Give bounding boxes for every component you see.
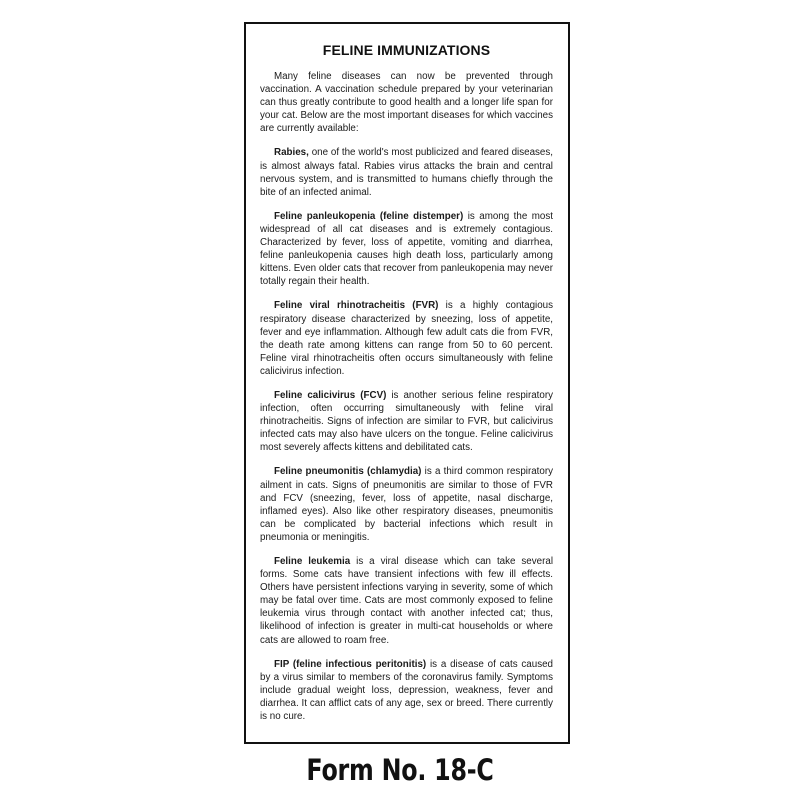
form-number-label: Form No. 18-C <box>306 753 494 787</box>
disease-term: Feline panleukopenia (feline distemper) <box>274 210 464 222</box>
disease-description: is a disease of cats caused by a virus similar to members of the coronavirus family. Symptoms include gradual weight loss, depression, weakness, fever and diarrhea. It can afflict cats of any age, sex or breed. There currently is no cure. <box>260 658 553 723</box>
disease-panleukopenia <box>260 210 553 289</box>
disease-term: Rabies, <box>274 147 309 159</box>
disease-term: Feline leukemia <box>274 556 351 567</box>
immunization-card <box>244 22 570 744</box>
disease-fcv <box>260 389 553 454</box>
disease-term: Feline viral rhinotracheitis (FVR) <box>274 300 439 312</box>
disease-fvr <box>260 299 553 378</box>
disease-description: is a viral disease which can take several forms. Some cats have transient infections with few ill effects. Others have persistent infections varying in severity, some of which may be fatal over time. Cats are most commonly exposed to feline leukemia virus through contact with another infected cat; thus, likelihood of infection is greater in multi-cat households or where cats are allowed to roam free. <box>260 556 553 646</box>
disease-leukemia <box>260 555 553 647</box>
disease-description: is among the most widespread of all cat diseases and is extremely contagious. Characterized by fever, loss of appetite, vomiting and diarrhea, feline panleukopenia causes high death loss, particularly among kittens. Even older cats that recover from panleukopenia may never totally regain their health. <box>260 210 553 288</box>
disease-rabies <box>260 146 553 198</box>
disease-term: FIP (feline infectious peritonitis) <box>274 658 427 670</box>
disease-pneumonitis <box>260 465 553 544</box>
document-title: FELINE IMMUNIZATIONS <box>322 42 491 58</box>
intro-paragraph: Many feline diseases can now be prevented through vaccination. A vaccination schedule prepared by your veterinarian can thus greatly contribute to good health and a longer life span for your cat. Below are the most important diseases for which vaccines are currently available: <box>260 71 553 135</box>
disease-description: is a third common respiratory ailment in cats. Signs of pneumonitis are similar to those of FVR and FCV (sneezing, fever, loss of appetite, nasal discharge, inflamed eyes). Also like other respiratory diseases, pneumonitis can be complicated by bacterial infections which result in pneumonia or meningitis. <box>260 466 553 543</box>
disease-term: Feline calicivirus (FCV) <box>274 389 387 401</box>
disease-description: is another serious feline respiratory infection, often occurring simultaneously with feline viral rhinotracheitis. Signs of infection are similar to FVR, but calicivirus infected cats may also have ulcers on the tongue. Feline calicivirus most severely affects kittens and debilitated cats. <box>260 389 553 454</box>
disease-description: is a highly contagious respiratory disease characterized by sneezing, loss of appetite, fever and eye inflammation. Although few adult cats die from FVR, the death rate among kittens can range from 50 to 60 percent. Feline viral rhinotracheitis often occurs simultaneously with feline calicivirus infection. <box>260 300 553 377</box>
disease-fip <box>260 658 553 723</box>
disease-description: one of the world's most publicized and feared diseases, is almost always fatal. Rabies virus attacks the brain and central nervous system, and is transmitted to humans chiefly through the bite of an infected animal. <box>260 147 553 198</box>
disease-term: Feline pneumonitis (chlamydia) <box>274 466 422 478</box>
